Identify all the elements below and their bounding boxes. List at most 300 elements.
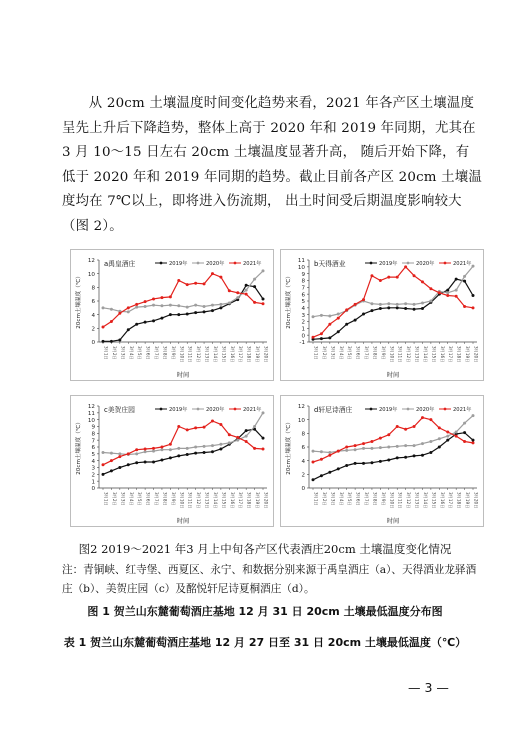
x-axis-label: 时间 [386, 372, 400, 379]
data-point [463, 275, 466, 278]
series-line-2019年 [103, 285, 263, 341]
data-point [219, 303, 222, 306]
data-point [102, 340, 105, 343]
data-point [413, 425, 416, 428]
y-tick-label: 9 [91, 424, 95, 431]
x-tick-label: 3月15日 [221, 492, 227, 509]
data-point [186, 447, 189, 450]
y-tick-label: 6 [301, 445, 305, 452]
x-tick-label: 3月5日 [137, 346, 143, 360]
series-line-2020年 [103, 271, 263, 312]
x-tick-label: 3月11日 [187, 346, 193, 363]
data-point [211, 420, 214, 423]
data-point [396, 276, 399, 279]
data-point [404, 428, 407, 431]
data-point [413, 308, 416, 311]
data-point [110, 320, 113, 323]
data-point [354, 462, 357, 465]
chart-a [71, 250, 273, 380]
y-tick-label: 2 [91, 326, 95, 333]
data-point [379, 279, 382, 282]
data-point [337, 330, 340, 333]
x-tick-label: 3月19日 [465, 346, 471, 363]
chart-title: a禹皇酒庄 [104, 260, 136, 268]
x-tick-label: 3月2日 [321, 492, 327, 506]
y-tick-label: 6 [301, 292, 305, 299]
data-point [127, 306, 130, 309]
data-point [236, 296, 239, 299]
x-tick-label: 3月19日 [255, 346, 261, 363]
y-tick-label: 4 [301, 306, 305, 313]
data-point [396, 456, 399, 459]
y-tick-label: 4 [91, 458, 95, 465]
data-point [354, 303, 357, 306]
data-point [438, 426, 441, 429]
y-tick-label: -1 [299, 340, 305, 347]
data-point [421, 416, 424, 419]
data-point [362, 312, 365, 315]
x-tick-label: 3月8日 [162, 492, 168, 506]
data-point [312, 336, 315, 339]
data-point [370, 461, 373, 464]
data-point [152, 297, 155, 300]
data-point [438, 446, 441, 449]
legend-marker [407, 408, 410, 411]
data-point [446, 291, 449, 294]
y-tick-label: 4 [301, 458, 305, 465]
x-tick-label: 3月7日 [154, 492, 160, 506]
data-point [135, 452, 138, 455]
data-point [219, 443, 222, 446]
data-point [328, 471, 331, 474]
data-point [102, 463, 105, 466]
data-point [219, 306, 222, 309]
x-tick-label: 3月20日 [263, 346, 269, 363]
x-tick-label: 3月9日 [170, 346, 176, 360]
y-axis-label: 20cm土壤温度（℃） [76, 419, 82, 475]
data-point [118, 338, 121, 341]
data-point [362, 462, 365, 465]
data-point [446, 289, 449, 292]
series-line-2019年 [313, 279, 473, 339]
x-tick-label: 3月15日 [221, 346, 227, 363]
data-point [404, 302, 407, 305]
legend-label: 2019年 [169, 261, 188, 267]
x-tick-label: 3月7日 [364, 492, 370, 506]
data-point [345, 323, 348, 326]
data-point [203, 282, 206, 285]
legend-marker [407, 262, 410, 265]
x-tick-label: 3月2日 [321, 346, 327, 360]
data-point [312, 315, 315, 318]
data-point [455, 430, 458, 433]
data-point [228, 441, 231, 444]
data-point [463, 422, 466, 425]
data-point [160, 304, 163, 307]
data-point [421, 442, 424, 445]
y-axis-label: 20cm土壤温度（℃） [286, 419, 292, 475]
data-point [144, 461, 147, 464]
x-tick-label: 3月6日 [355, 492, 361, 506]
data-point [152, 450, 155, 453]
y-tick-label: 6 [91, 299, 95, 306]
data-point [152, 461, 155, 464]
x-tick-label: 3月12日 [406, 346, 412, 363]
legend-marker [370, 408, 373, 411]
y-tick-label: 0 [91, 486, 95, 493]
data-point [245, 440, 248, 443]
data-point [387, 276, 390, 279]
data-point [110, 308, 113, 311]
x-tick-label: 3月10日 [179, 346, 185, 363]
x-tick-label: 3月1日 [313, 492, 319, 506]
y-tick-label: 0 [301, 333, 305, 340]
data-point [160, 448, 163, 451]
data-point [354, 448, 357, 451]
x-tick-label: 3月13日 [204, 346, 210, 363]
chart-d [281, 396, 483, 526]
x-tick-label: 3月19日 [255, 492, 261, 509]
data-point [169, 304, 172, 307]
y-axis-label: 20cm土壤温度（℃） [76, 273, 82, 329]
chart-panel-c [70, 395, 274, 527]
data-point [262, 297, 265, 300]
data-point [472, 306, 475, 309]
data-point [320, 450, 323, 453]
data-point [396, 445, 399, 448]
y-tick-label: 0 [91, 340, 95, 347]
chart-panel-a [70, 249, 274, 381]
legend-label: 2019年 [379, 261, 398, 267]
data-point [446, 294, 449, 297]
legend-label: 2019年 [169, 407, 188, 413]
data-point [177, 425, 180, 428]
data-point [312, 478, 315, 481]
data-point [387, 446, 390, 449]
data-point [328, 336, 331, 339]
data-point [152, 447, 155, 450]
data-point [379, 460, 382, 463]
chart-c [71, 396, 273, 526]
series-line-2020年 [313, 416, 473, 453]
data-point [110, 340, 113, 343]
x-tick-label: 3月18日 [246, 492, 252, 509]
data-point [379, 303, 382, 306]
y-tick-label: 12 [297, 404, 305, 411]
x-tick-label: 3月6日 [355, 346, 361, 360]
data-point [262, 411, 265, 414]
legend-label: 2021年 [453, 407, 472, 413]
x-tick-label: 3月5日 [347, 492, 353, 506]
legend-marker [160, 408, 163, 411]
data-point [320, 458, 323, 461]
data-point [118, 466, 121, 469]
data-point [463, 280, 466, 283]
y-tick-label: 2 [301, 472, 305, 479]
x-tick-label: 3月8日 [372, 346, 378, 360]
data-point [186, 306, 189, 309]
data-point [320, 332, 323, 335]
data-point [262, 302, 265, 305]
data-point [354, 444, 357, 447]
data-point [429, 451, 432, 454]
legend-label: 2020年 [206, 261, 225, 267]
x-tick-label: 3月3日 [330, 492, 336, 506]
y-tick-label: 6 [91, 445, 95, 452]
body-paragraph [62, 92, 482, 239]
figure1-caption: 图 1 贺兰山东麓葡萄酒庄基地 12 月 31 日 20cm 土壤最低温度分布图 [87, 605, 443, 618]
y-tick-label: 11 [87, 411, 95, 418]
data-point [396, 425, 399, 428]
data-point [413, 454, 416, 457]
data-point [370, 309, 373, 312]
data-point [219, 423, 222, 426]
x-tick-label: 3月2日 [111, 492, 117, 506]
legend-label: 2020年 [416, 407, 435, 413]
x-tick-label: 3月16日 [229, 346, 235, 363]
x-tick-label: 3月18日 [246, 346, 252, 363]
data-point [262, 448, 265, 451]
y-tick-label: 3 [301, 312, 305, 319]
data-point [396, 306, 399, 309]
data-point [186, 428, 189, 431]
legend-marker [370, 262, 373, 265]
data-point [379, 446, 382, 449]
data-point [169, 443, 172, 446]
x-tick-label: 3月15日 [431, 346, 437, 363]
x-tick-label: 3月20日 [473, 492, 479, 509]
data-point [429, 287, 432, 290]
x-tick-label: 3月8日 [372, 492, 378, 506]
data-point [472, 265, 475, 268]
y-tick-label: 1 [91, 479, 95, 486]
data-point [328, 451, 331, 454]
data-point [387, 306, 390, 309]
table1-caption: 表 1 贺兰山东麓葡萄酒庄基地 12 月 27 日至 31 日 20cm 土壤最低温度（℃） [63, 636, 467, 649]
x-tick-label: 3月18日 [456, 346, 462, 363]
data-point [362, 447, 365, 450]
chart-title: b天得酒业 [314, 260, 346, 268]
x-axis-label: 时间 [176, 372, 190, 379]
data-point [102, 306, 105, 309]
data-point [404, 265, 407, 268]
data-point [438, 291, 441, 294]
data-point [194, 304, 197, 307]
data-point [362, 442, 365, 445]
data-point [135, 448, 138, 451]
data-point [219, 448, 222, 451]
x-tick-label: 3月17日 [238, 346, 244, 363]
x-tick-label: 3月3日 [120, 492, 126, 506]
data-point [320, 474, 323, 477]
x-tick-label: 3月1日 [313, 346, 319, 360]
data-point [455, 295, 458, 298]
x-tick-label: 3月4日 [338, 492, 344, 506]
y-tick-label: 8 [91, 285, 95, 292]
y-tick-label: 7 [91, 438, 95, 445]
data-point [370, 302, 373, 305]
data-point [429, 418, 432, 421]
x-tick-label: 3月14日 [422, 492, 428, 509]
x-tick-label: 3月14日 [212, 346, 218, 363]
x-tick-label: 3月9日 [380, 346, 386, 360]
y-tick-label: 10 [87, 417, 95, 424]
data-point [245, 429, 248, 432]
y-tick-label: 10 [297, 417, 305, 424]
data-point [446, 430, 449, 433]
data-point [345, 446, 348, 449]
data-point [421, 302, 424, 305]
data-point [413, 274, 416, 277]
series-line-2020年 [103, 413, 263, 455]
x-tick-label: 3月5日 [137, 492, 143, 506]
y-tick-label: 8 [301, 278, 305, 285]
data-point [228, 302, 231, 305]
data-point [211, 304, 214, 307]
data-point [228, 433, 231, 436]
x-axis-label: 时间 [176, 518, 190, 525]
data-point [203, 305, 206, 308]
data-point [337, 467, 340, 470]
data-point [438, 437, 441, 440]
x-tick-label: 3月7日 [154, 346, 160, 360]
x-tick-label: 3月10日 [389, 346, 395, 363]
data-point [160, 296, 163, 299]
data-point [328, 315, 331, 318]
data-point [160, 458, 163, 461]
data-point [337, 312, 340, 315]
data-point [337, 317, 340, 320]
data-point [455, 435, 458, 438]
data-point [253, 301, 256, 304]
x-tick-label: 3月13日 [204, 492, 210, 509]
data-point [102, 451, 105, 454]
data-point [169, 295, 172, 298]
y-tick-label: 11 [297, 258, 305, 265]
y-tick-label: 7 [301, 285, 305, 292]
data-point [118, 452, 121, 455]
data-point [203, 445, 206, 448]
data-point [135, 306, 138, 309]
data-point [253, 447, 256, 450]
data-point [370, 447, 373, 450]
data-point [354, 319, 357, 322]
data-point [245, 289, 248, 292]
x-tick-label: 3月1日 [103, 492, 109, 506]
x-tick-label: 3月6日 [145, 492, 151, 506]
data-point [169, 456, 172, 459]
x-tick-label: 3月12日 [406, 492, 412, 509]
legend-label: 2021年 [453, 261, 472, 267]
data-point [144, 300, 147, 303]
x-tick-label: 3月16日 [439, 492, 445, 509]
data-point [144, 305, 147, 308]
data-point [337, 450, 340, 453]
x-tick-label: 3月7日 [364, 346, 370, 360]
y-tick-label: 8 [301, 431, 305, 438]
x-tick-label: 3月18日 [456, 492, 462, 509]
data-point [472, 441, 475, 444]
data-point [177, 447, 180, 450]
y-tick-label: 10 [87, 271, 95, 278]
data-point [253, 285, 256, 288]
data-point [370, 274, 373, 277]
y-tick-label: 12 [87, 258, 95, 265]
data-point [387, 302, 390, 305]
chart-panel-d [280, 395, 484, 527]
x-tick-label: 3月4日 [338, 346, 344, 360]
legend-marker [160, 262, 163, 265]
data-point [102, 473, 105, 476]
series-line-2021年 [103, 421, 263, 465]
series-line-2019年 [103, 429, 263, 474]
data-point [160, 317, 163, 320]
data-point [186, 453, 189, 456]
data-point [455, 278, 458, 281]
x-tick-label: 3月11日 [187, 492, 193, 509]
data-point [379, 437, 382, 440]
data-point [152, 304, 155, 307]
data-point [177, 454, 180, 457]
data-point [194, 311, 197, 314]
x-tick-label: 3月9日 [170, 492, 176, 506]
data-point [387, 458, 390, 461]
data-point [463, 305, 466, 308]
x-tick-label: 3月12日 [196, 346, 202, 363]
legend-label: 2019年 [379, 407, 398, 413]
data-point [421, 454, 424, 457]
data-point [186, 312, 189, 315]
data-point [421, 307, 424, 310]
figure-note: 注：青铜峡、红寺堡、西夏区、永宁、和数据分别来源于禹皇酒庄（a）、天得酒业龙驿酒庄（b）、美贺庄园（c）及酩悦轩尼诗夏桐酒庄（d）。 [62, 564, 477, 595]
y-tick-label: 10 [297, 265, 305, 272]
data-point [253, 278, 256, 281]
x-tick-label: 3月20日 [473, 346, 479, 363]
data-point [194, 446, 197, 449]
y-tick-label: 0 [301, 486, 305, 493]
data-point [169, 313, 172, 316]
data-point [429, 300, 432, 303]
y-tick-label: 3 [91, 465, 95, 472]
legend-marker [197, 262, 200, 265]
data-point [211, 272, 214, 275]
x-tick-label: 3月14日 [422, 346, 428, 363]
x-tick-label: 3月13日 [414, 346, 420, 363]
x-tick-label: 3月16日 [439, 346, 445, 363]
legend-label: 2021年 [243, 407, 262, 413]
data-point [413, 303, 416, 306]
data-point [152, 319, 155, 322]
data-point [404, 307, 407, 310]
data-point [118, 312, 121, 315]
data-point [186, 283, 189, 286]
data-point [236, 439, 239, 442]
data-point [312, 461, 315, 464]
data-point [245, 293, 248, 296]
data-point [404, 444, 407, 447]
data-point [110, 452, 113, 455]
data-point [312, 450, 315, 453]
x-tick-label: 3月1日 [103, 346, 109, 360]
page-number: — 3 — [408, 680, 449, 695]
data-point [144, 448, 147, 451]
data-point [328, 454, 331, 457]
x-tick-label: 3月20日 [263, 492, 269, 509]
data-point [169, 448, 172, 451]
data-point [135, 461, 138, 464]
x-tick-label: 3月11日 [397, 346, 403, 363]
data-point [228, 289, 231, 292]
